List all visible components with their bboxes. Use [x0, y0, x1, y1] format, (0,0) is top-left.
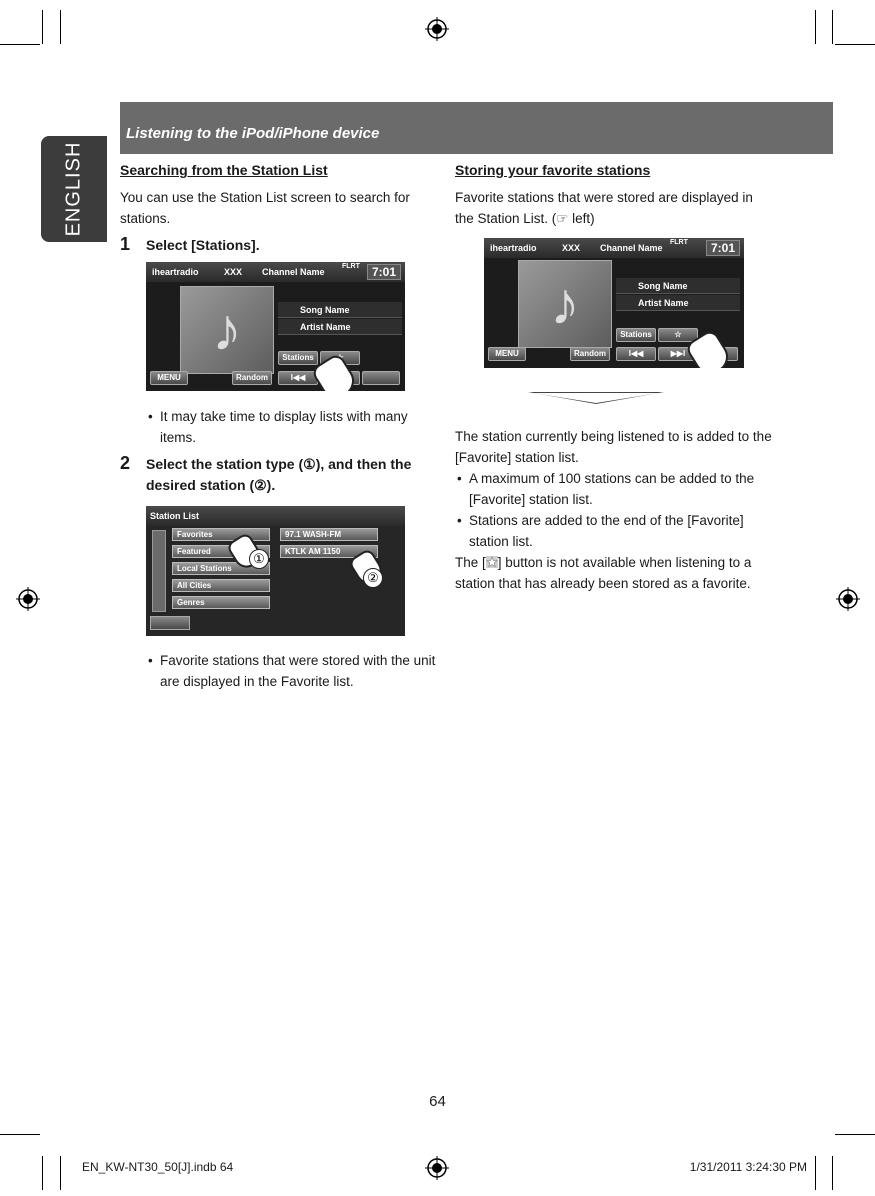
step-number: 2 [120, 453, 131, 473]
favorite-star-button[interactable]: ☆ [658, 328, 698, 342]
list-button[interactable] [362, 371, 400, 385]
language-tab [41, 136, 107, 242]
station-item[interactable]: KTLK AM 1150 [280, 545, 378, 558]
music-note-icon: ♪ [550, 270, 580, 337]
previous-button[interactable]: I◀◀ [616, 347, 656, 361]
random-button[interactable]: Random [232, 371, 272, 385]
bullet-block-1 [146, 406, 446, 448]
playback-screen-left [146, 262, 405, 391]
music-note-icon: ♪ [212, 296, 242, 363]
bullet-block-2 [146, 650, 436, 692]
callout-2: ② [363, 568, 383, 588]
crop-mark [0, 44, 40, 45]
previous-button[interactable]: I◀◀ [278, 371, 318, 385]
step-2 [120, 454, 430, 496]
footer-timestamp: 1/31/2011 3:24:30 PM [689, 1160, 807, 1174]
bullet-item: • A maximum of 100 stations can be added to the [Favorite] station list. [455, 468, 775, 510]
screen-status-bar [146, 506, 405, 526]
note-before: The [ [455, 555, 486, 570]
result-text: The station currently being listened to is added to the [Favorite] station list. [455, 429, 772, 465]
playback-screen-right [484, 238, 744, 368]
category-genres[interactable]: Genres [172, 596, 270, 609]
screen-status-bar [484, 238, 744, 258]
crop-mark [815, 1156, 816, 1190]
intro-text: You can use the Station List screen to search for stations. [120, 190, 410, 226]
category-favorites[interactable]: Favorites [172, 528, 270, 541]
crop-mark [832, 1156, 833, 1190]
station-list-title: Station List [150, 511, 199, 521]
song-name-row: Song Name [616, 278, 740, 294]
registration-mark-icon [836, 587, 860, 611]
album-art [518, 260, 612, 348]
right-result-block [455, 426, 775, 594]
right-column [455, 160, 775, 235]
bullet-item: • It may take time to display lists with many items. [146, 406, 446, 448]
crop-mark [60, 10, 61, 44]
source-label: XXX [224, 267, 243, 277]
next-button[interactable]: ▶▶I [658, 347, 698, 361]
source-label: XXX [562, 243, 581, 253]
star-button-icon [486, 556, 498, 568]
back-button[interactable] [150, 616, 190, 630]
crop-mark [60, 1156, 61, 1190]
artist-name-row: Artist Name [616, 295, 740, 311]
section-header [120, 102, 833, 154]
crop-mark [832, 10, 833, 44]
registration-mark-icon [425, 1156, 449, 1180]
note-text [455, 552, 775, 594]
stations-button[interactable]: Stations [616, 328, 656, 342]
registration-mark-icon [425, 17, 449, 41]
category-local-stations[interactable]: Local Stations [172, 562, 270, 575]
category-featured[interactable]: Featured [172, 545, 270, 558]
menu-button[interactable]: MENU [488, 347, 526, 361]
random-button[interactable]: Random [570, 347, 610, 361]
page-number: 64 [429, 1093, 446, 1110]
note-after: ] button is not available when listening to a station that has already been stored as a favorite. [455, 555, 752, 591]
section-title-storing: Storing your favorite stations [455, 162, 651, 178]
crop-mark [42, 1156, 43, 1190]
song-name-row: Song Name [278, 302, 402, 318]
left-column [120, 160, 440, 256]
step-text: Select the station type (①), and then the desired station (②). [146, 456, 412, 493]
station-list-screen [146, 506, 405, 636]
crop-mark [0, 1134, 40, 1135]
station-item[interactable]: 97.1 WASH-FM [280, 528, 378, 541]
stations-button[interactable]: Stations [278, 351, 318, 365]
clock-display: 7:01 [706, 240, 740, 256]
registration-mark-icon [16, 587, 40, 611]
flrt-tag: FLRT [670, 239, 688, 246]
crop-mark [815, 10, 816, 44]
artist-name-row: Artist Name [278, 319, 402, 335]
category-all-cities[interactable]: All Cities [172, 579, 270, 592]
footer-filename: EN_KW-NT30_50[J].indb 64 [82, 1160, 234, 1174]
bullet-item: • Favorite stations that were stored with the unit are displayed in the Favorite list. [146, 650, 436, 692]
crop-mark [835, 1134, 875, 1135]
clock-display: 7:01 [367, 264, 401, 280]
section-title-search: Searching from the Station List [120, 162, 328, 178]
flrt-tag: FLRT [342, 263, 360, 270]
step-1 [120, 235, 440, 256]
page-title: Listening to the iPod/iPhone device [126, 125, 380, 142]
channel-name: Channel Name [262, 267, 325, 277]
step-2-block [120, 454, 430, 496]
callout-1: ① [249, 549, 269, 569]
crop-mark [835, 44, 875, 45]
step-text: Select [Stations]. [146, 237, 260, 253]
iheartradio-logo: iheartradio [490, 243, 537, 253]
album-art [180, 286, 274, 374]
scrollbar[interactable] [152, 530, 166, 612]
iheartradio-logo: iheartradio [152, 267, 199, 277]
channel-name: Channel Name [600, 243, 663, 253]
intro-text: Favorite stations that were stored are displayed in the Station List. (☞ left) [455, 190, 753, 226]
arrow-down-inner [533, 393, 659, 403]
crop-mark [42, 10, 43, 44]
menu-button[interactable]: MENU [150, 371, 188, 385]
screen-status-bar [146, 262, 405, 282]
bullet-item: • Stations are added to the end of the [Favorite] station list. [455, 510, 775, 552]
language-label: ENGLISH [62, 141, 85, 237]
step-number: 1 [120, 234, 131, 254]
